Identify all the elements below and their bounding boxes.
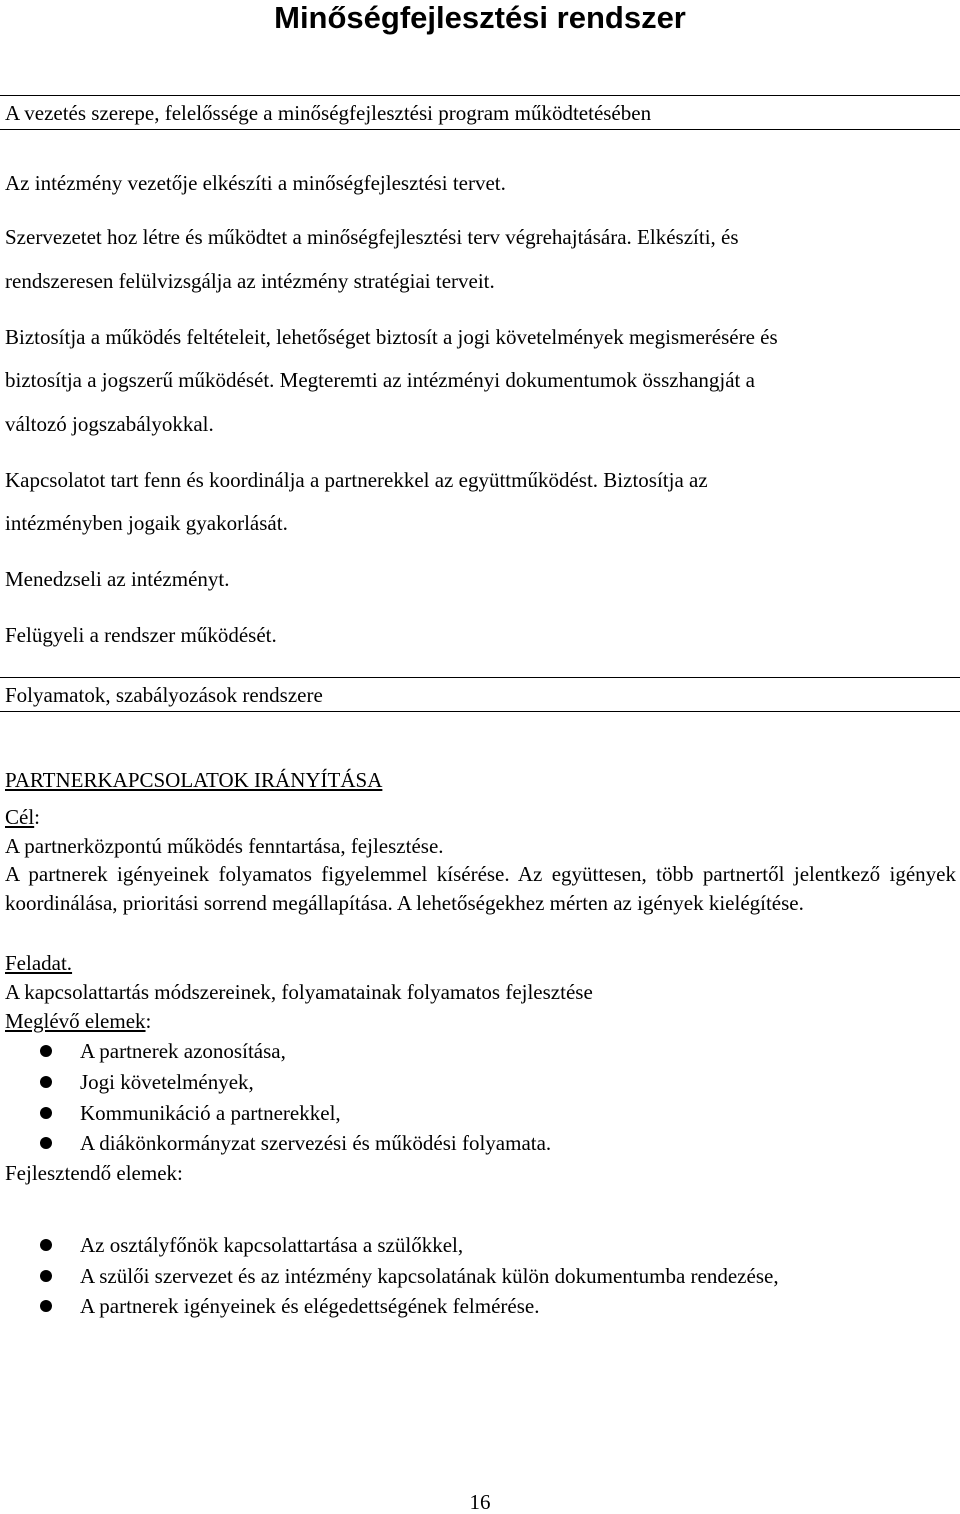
bullet-icon <box>40 1076 52 1088</box>
cel-label-line <box>5 805 40 829</box>
cel-paragraph: A partnerek igényeinek folyamatos figyelemmel kísérése. Az együttesen, több partnertől jelentkező igények koordinálása, prioritási sorrend megállapítása. A lehetőségekhez mérten az igények kielégítése. <box>5 862 956 915</box>
list-item: Az osztályfőnök kapcsolattartása a szülőkkel, <box>80 1233 464 1257</box>
text-line: biztosítja a jogszerű működését. Megteremti az intézményi dokumentumok összhangját a <box>5 368 755 392</box>
text-line: változó jogszabályokkal. <box>5 412 214 436</box>
list-item: A partnerek igényeinek és elégedettségének felmérése. <box>80 1294 540 1318</box>
cel-label: Cél <box>5 805 35 829</box>
bullet-icon <box>40 1107 52 1119</box>
meglevo-label-line <box>5 1009 151 1033</box>
bullet-icon <box>40 1045 52 1057</box>
section-rule-top <box>0 677 960 678</box>
list-item: Jogi követelmények, <box>80 1070 254 1094</box>
feladat-text: A kapcsolattartás módszereinek, folyamatainak folyamatos fejlesztése <box>5 980 593 1004</box>
text-line: Kapcsolatot tart fenn és koordinálja a partnerekkel az együttműködést. Biztosítja az <box>5 468 708 492</box>
bullet-icon <box>40 1270 52 1282</box>
section-rule-bottom <box>0 129 960 130</box>
section-heading-processes: Folyamatok, szabályozások rendszere <box>5 683 323 707</box>
list-item: A szülői szervezet és az intézmény kapcsolatának külön dokumentumba rendezése, <box>80 1264 779 1288</box>
text-line: Biztosítja a működés feltételeit, lehetőséget biztosít a jogi követelmények megismerésére és <box>5 325 778 349</box>
text-line: rendszeresen felülvizsgálja az intézmény stratégiai terveit. <box>5 269 495 293</box>
text-line: Menedzseli az intézményt. <box>5 567 230 591</box>
page-title: Minőségfejlesztési rendszer <box>274 0 686 35</box>
text-line: Szervezetet hoz létre és működtet a minőségfejlesztési terv végrehajtására. Elkészíti, és <box>5 225 739 249</box>
text-line: intézményben jogaik gyakorlását. <box>5 511 288 535</box>
page-number: 16 <box>469 1490 491 1514</box>
partner-heading: PARTNERKAPCSOLATOK IRÁNYÍTÁSA <box>5 768 383 792</box>
feladat-label: Feladat. <box>5 951 73 975</box>
cel-line: A partnerközpontú működés fenntartása, fejlesztése. <box>5 834 444 858</box>
cel-colon: : <box>34 805 41 829</box>
bullet-icon <box>40 1137 52 1149</box>
section-rule-top <box>0 95 960 96</box>
bullet-icon <box>40 1239 52 1251</box>
list-item: A diákönkormányzat szervezési és működési folyamata. <box>80 1131 552 1155</box>
list-item: Kommunikáció a partnerekkel, <box>80 1101 341 1125</box>
text-line: Az intézmény vezetője elkészíti a minőségfejlesztési tervet. <box>5 171 506 195</box>
meglevo-label: Meglévő elemek <box>5 1009 146 1033</box>
section-rule-bottom <box>0 711 960 712</box>
text-line: Felügyeli a rendszer működését. <box>5 623 277 647</box>
fejlesztendo-label: Fejlesztendő elemek: <box>5 1161 183 1185</box>
bullet-icon <box>40 1300 52 1312</box>
list-item: A partnerek azonosítása, <box>80 1039 286 1063</box>
meglevo-colon: : <box>145 1009 152 1033</box>
section-heading-leadership: A vezetés szerepe, felelőssége a minőségfejlesztési program működtetésében <box>5 101 652 125</box>
